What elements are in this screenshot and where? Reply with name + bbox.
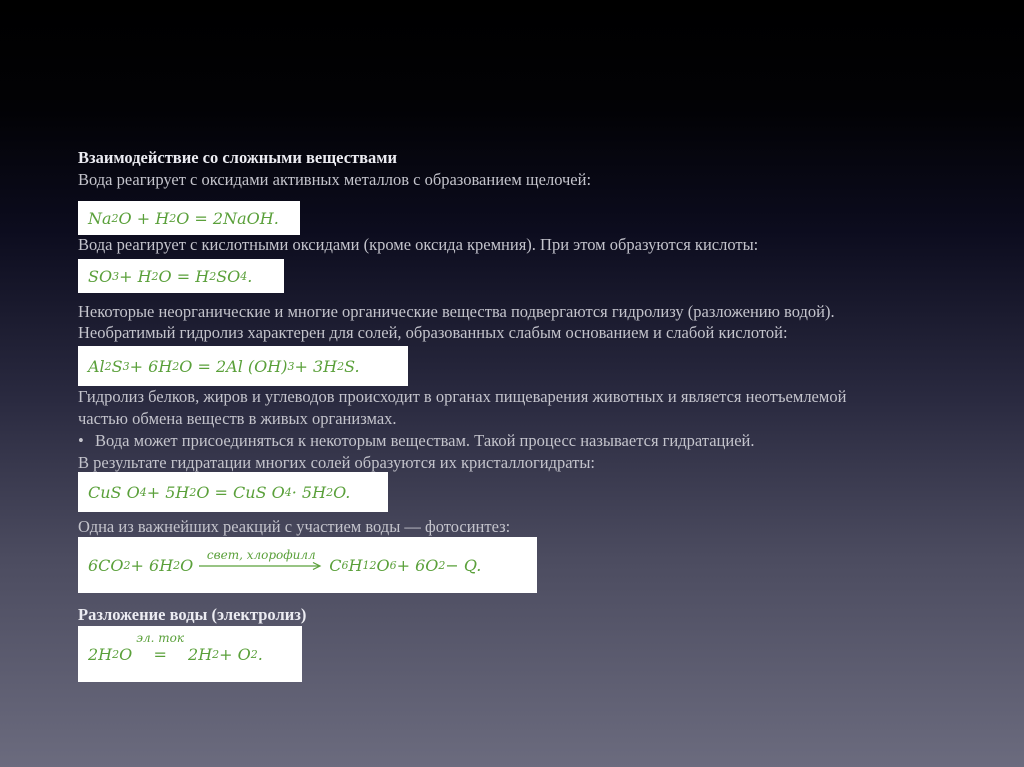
equation-subscript: 2 — [250, 647, 258, 661]
equation-term: O = CuS O — [196, 482, 285, 502]
text-line-oxides-active-metals: Вода реагирует с оксидами активных металлов с образованием щелочей: — [78, 170, 592, 189]
equation-subscript: 2 — [209, 269, 217, 283]
equation-term: C — [329, 555, 342, 575]
equation-term: Na — [88, 208, 112, 228]
equation-subscript: 6 — [389, 558, 397, 572]
equation-subscript: 2 — [212, 647, 220, 661]
reaction-condition-label: эл. ток — [136, 631, 185, 645]
equation-term: S. — [344, 356, 360, 376]
reaction-equals-with-condition — [136, 632, 184, 664]
equation-term: O — [180, 555, 194, 575]
equation-term: − Q. — [445, 555, 482, 575]
equation-box-naoh — [78, 201, 300, 235]
equation-term: S — [111, 356, 123, 376]
equation-term: + 6H — [130, 555, 174, 575]
equation-subscript: 2 — [112, 647, 120, 661]
equation-subscript: 2 — [326, 485, 334, 499]
equation-box-cuso4 — [78, 472, 388, 512]
equation-subscript: 4 — [240, 269, 248, 283]
equation-subscript: 6 — [341, 558, 349, 572]
equation-subscript: 2 — [123, 558, 131, 572]
equation-term: 2H — [88, 644, 113, 664]
equation-term: O + H — [118, 208, 170, 228]
equation-box-h2so4 — [78, 259, 284, 293]
section-heading-electrolysis: Разложение воды (электролиз) — [78, 605, 307, 624]
equation-term: CuS O — [88, 482, 140, 502]
equation-box-photosynthesis — [78, 537, 537, 593]
equation-term: SO — [88, 266, 113, 286]
equation-subscript: 2 — [438, 558, 446, 572]
text-line-metabolism: частью обмена веществ в живых организмах. — [78, 409, 397, 428]
equation-subscript: 2 — [337, 359, 345, 373]
equation-term: + H — [119, 266, 152, 286]
equation-term: + 6H — [129, 356, 173, 376]
equation-term: O = 2Al (OH) — [179, 356, 288, 376]
equation-subscript: 3 — [112, 269, 120, 283]
equation-term: O. — [333, 482, 351, 502]
equation-box-electrolysis — [78, 626, 302, 682]
equation-subscript: 2 — [169, 211, 177, 225]
text-line-irreversible-hydrolysis: Необратимый гидролиз характерен для солей, образованных слабым основанием и слабой кислотой: — [78, 323, 788, 342]
equation-term: + O — [219, 644, 251, 664]
equation-subscript: 3 — [122, 359, 130, 373]
right-arrow-icon — [199, 562, 323, 570]
text-line-hydrolysis: Некоторые неорганические и многие органические вещества подвергаются гидролизу (разложению водой). — [78, 302, 835, 321]
equation-term: O — [119, 644, 133, 664]
equation-subscript: 3 — [287, 359, 295, 373]
text-line-proteins-hydrolysis: Гидролиз белков, жиров и углеводов происходит в органах пищеварения животных и является неотъемлемой — [78, 387, 847, 406]
equation-term: H — [348, 555, 363, 575]
bullet-item-hydration — [78, 431, 754, 451]
equation-term: · 5H — [291, 482, 327, 502]
equation-term: + 6O — [396, 555, 439, 575]
reaction-condition-label: свет, хлорофилл — [206, 547, 316, 562]
equation-term: . — [257, 644, 263, 664]
equation-subscript: 2 — [172, 359, 180, 373]
equation-subscript: 4 — [139, 485, 147, 499]
equation-subscript: 2 — [173, 558, 181, 572]
bullet-text: Вода может присоединяться к некоторым веществам. Такой процесс называется гидратацией. — [95, 431, 755, 450]
text-line-crystallohydrates: В результате гидратации многих солей образуются их кристаллогидраты: — [78, 453, 595, 472]
equation-subscript: 4 — [284, 485, 292, 499]
equation-subscript: 2 — [111, 211, 119, 225]
equation-term: O = H — [158, 266, 210, 286]
equation-term: + 5H — [146, 482, 190, 502]
text-line-acid-oxides: Вода реагирует с кислотными оксидами (кроме оксида кремния). При этом образуются кислоты: — [78, 235, 759, 254]
reaction-arrow — [199, 549, 323, 570]
equation-box-al2s3 — [78, 346, 408, 386]
equation-subscript: 12 — [362, 558, 377, 572]
section-heading-complex: Взаимодействие со сложными веществами — [78, 148, 398, 167]
equation-term: 2H — [188, 644, 213, 664]
equation-term: O = 2NaOH. — [176, 208, 279, 228]
equation-term: Al — [88, 356, 105, 376]
bullet-marker: • — [78, 431, 84, 450]
equals-sign: = — [153, 645, 167, 664]
equation-subscript: 2 — [104, 359, 112, 373]
equation-term: SO — [216, 266, 241, 286]
equation-term: . — [247, 266, 253, 286]
equation-subscript: 2 — [151, 269, 159, 283]
equation-term: 6CO — [88, 555, 124, 575]
equation-term: O — [376, 555, 390, 575]
equation-subscript: 2 — [189, 485, 197, 499]
text-line-photosynthesis: Одна из важнейших реакций с участием воды — фотосинтез: — [78, 517, 511, 536]
equation-term: + 3H — [294, 356, 338, 376]
